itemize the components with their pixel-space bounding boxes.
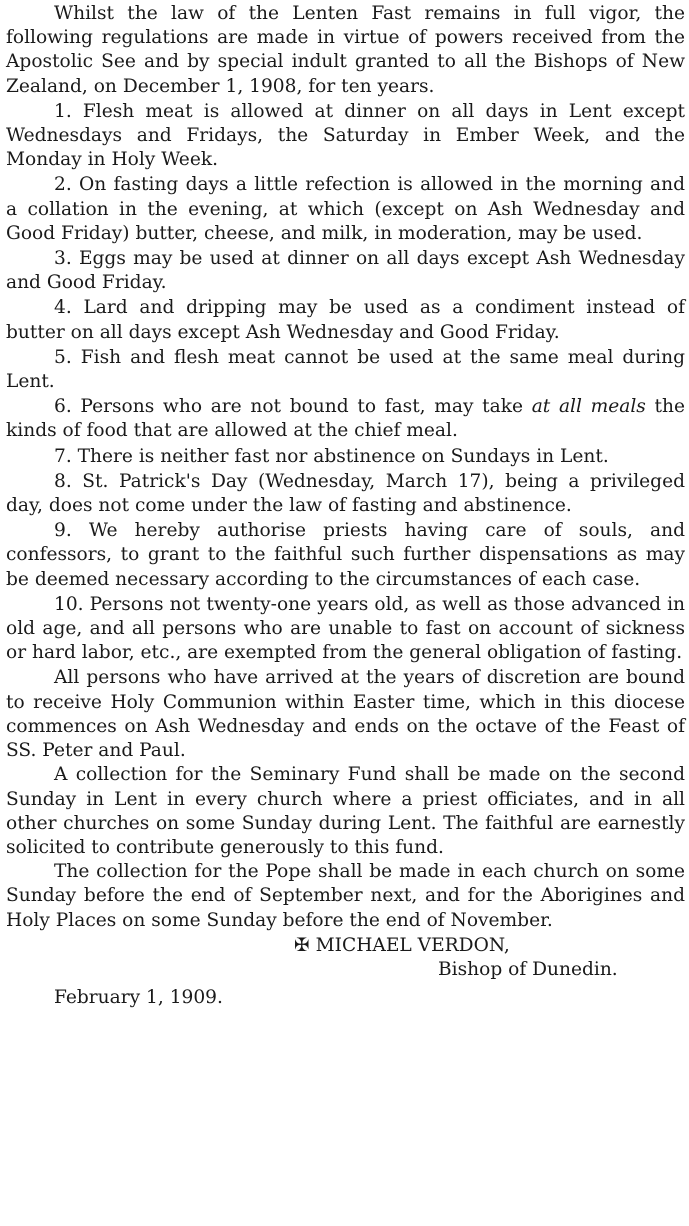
rule-6-text-before: 6. Persons who are not bound to fast, may take <box>54 396 532 418</box>
communion-paragraph: All persons who have arrived at the years of discretion are bound to receive Holy Communion within Easter time, which in this diocese commences on Ash Wednesday and ends on the octave of the Feast of SS. Peter and Paul. <box>6 667 685 762</box>
rule-2: 2. On fasting days a little refection is allowed in the morning and a collation in the evening, at which (except on Ash Wednesday and Good Friday) butter, cheese, and milk, in moderation, may be used. <box>6 174 685 244</box>
rule-7: 7. There is neither fast nor abstinence on Sundays in Lent. <box>54 445 609 467</box>
rule-10: 10. Persons not twenty-one years old, as well as those advanced in old age, and all persons who are unable to fast on account of sickness or hard labor, etc., are exempted from the general obligation of fasting. <box>6 593 685 664</box>
rule-9: 9. We hereby authorise priests having care of souls, and confessors, to grant to the faithful such further dispensations as may be deemed necessary according to the circumstances of each case. <box>6 520 685 590</box>
rule-5: 5. Fish and flesh meat cannot be used at the same meal during Lent. <box>6 346 685 393</box>
intro-paragraph: Whilst the law of the Lenten Fast remains in full vigor, the following regulations are made in virtue of powers received from the Apostolic See and by special indult granted to all the Bishops of New Zealand, on December 1, 1908, for ten years. <box>6 3 685 97</box>
rule-6-emphasis: at all meals <box>531 396 646 418</box>
pope-collection-paragraph: The collection for the Pope shall be made in each church on some Sunday before the end of September next, and for the Aborigines and Holy Places on some Sunday before the end of November. <box>6 861 685 931</box>
rule-6-text-after: the kinds of food that are allowed at the chief meal. <box>6 396 685 442</box>
bishop-title: Bishop of Dunedin. <box>438 958 618 980</box>
rule-8: 8. St. Patrick's Day (Wednesday, March 17), being a privileged day, does not come under the law of fasting and abstinence. <box>6 470 685 517</box>
rule-6 <box>6 395 685 443</box>
bishop-name: MICHAEL VERDON, <box>315 934 510 956</box>
rule-4: 4. Lard and dripping may be used as a condiment instead of butter on all days except Ash Wednesday and Good Friday. <box>6 297 685 343</box>
cross-icon: ✠ <box>294 934 310 956</box>
signature-name <box>6 934 685 958</box>
rule-1: 1. Flesh meat is allowed at dinner on all days in Lent except Wednesdays and Fridays, the Saturday in Ember Week, and the Monday in Holy Week. <box>6 100 685 171</box>
seminary-collection-paragraph: A collection for the Seminary Fund shall be made on the second Sunday in Lent in every church where a priest officiates, and in all other churches on some Sunday during Lent. The faithful are earnestly solicited to contribute generously to this fund. <box>6 764 685 858</box>
rule-3: 3. Eggs may be used at dinner on all days except Ash Wednesday and Good Friday. <box>6 248 685 294</box>
notice-date: February 1, 1909. <box>54 987 223 1009</box>
